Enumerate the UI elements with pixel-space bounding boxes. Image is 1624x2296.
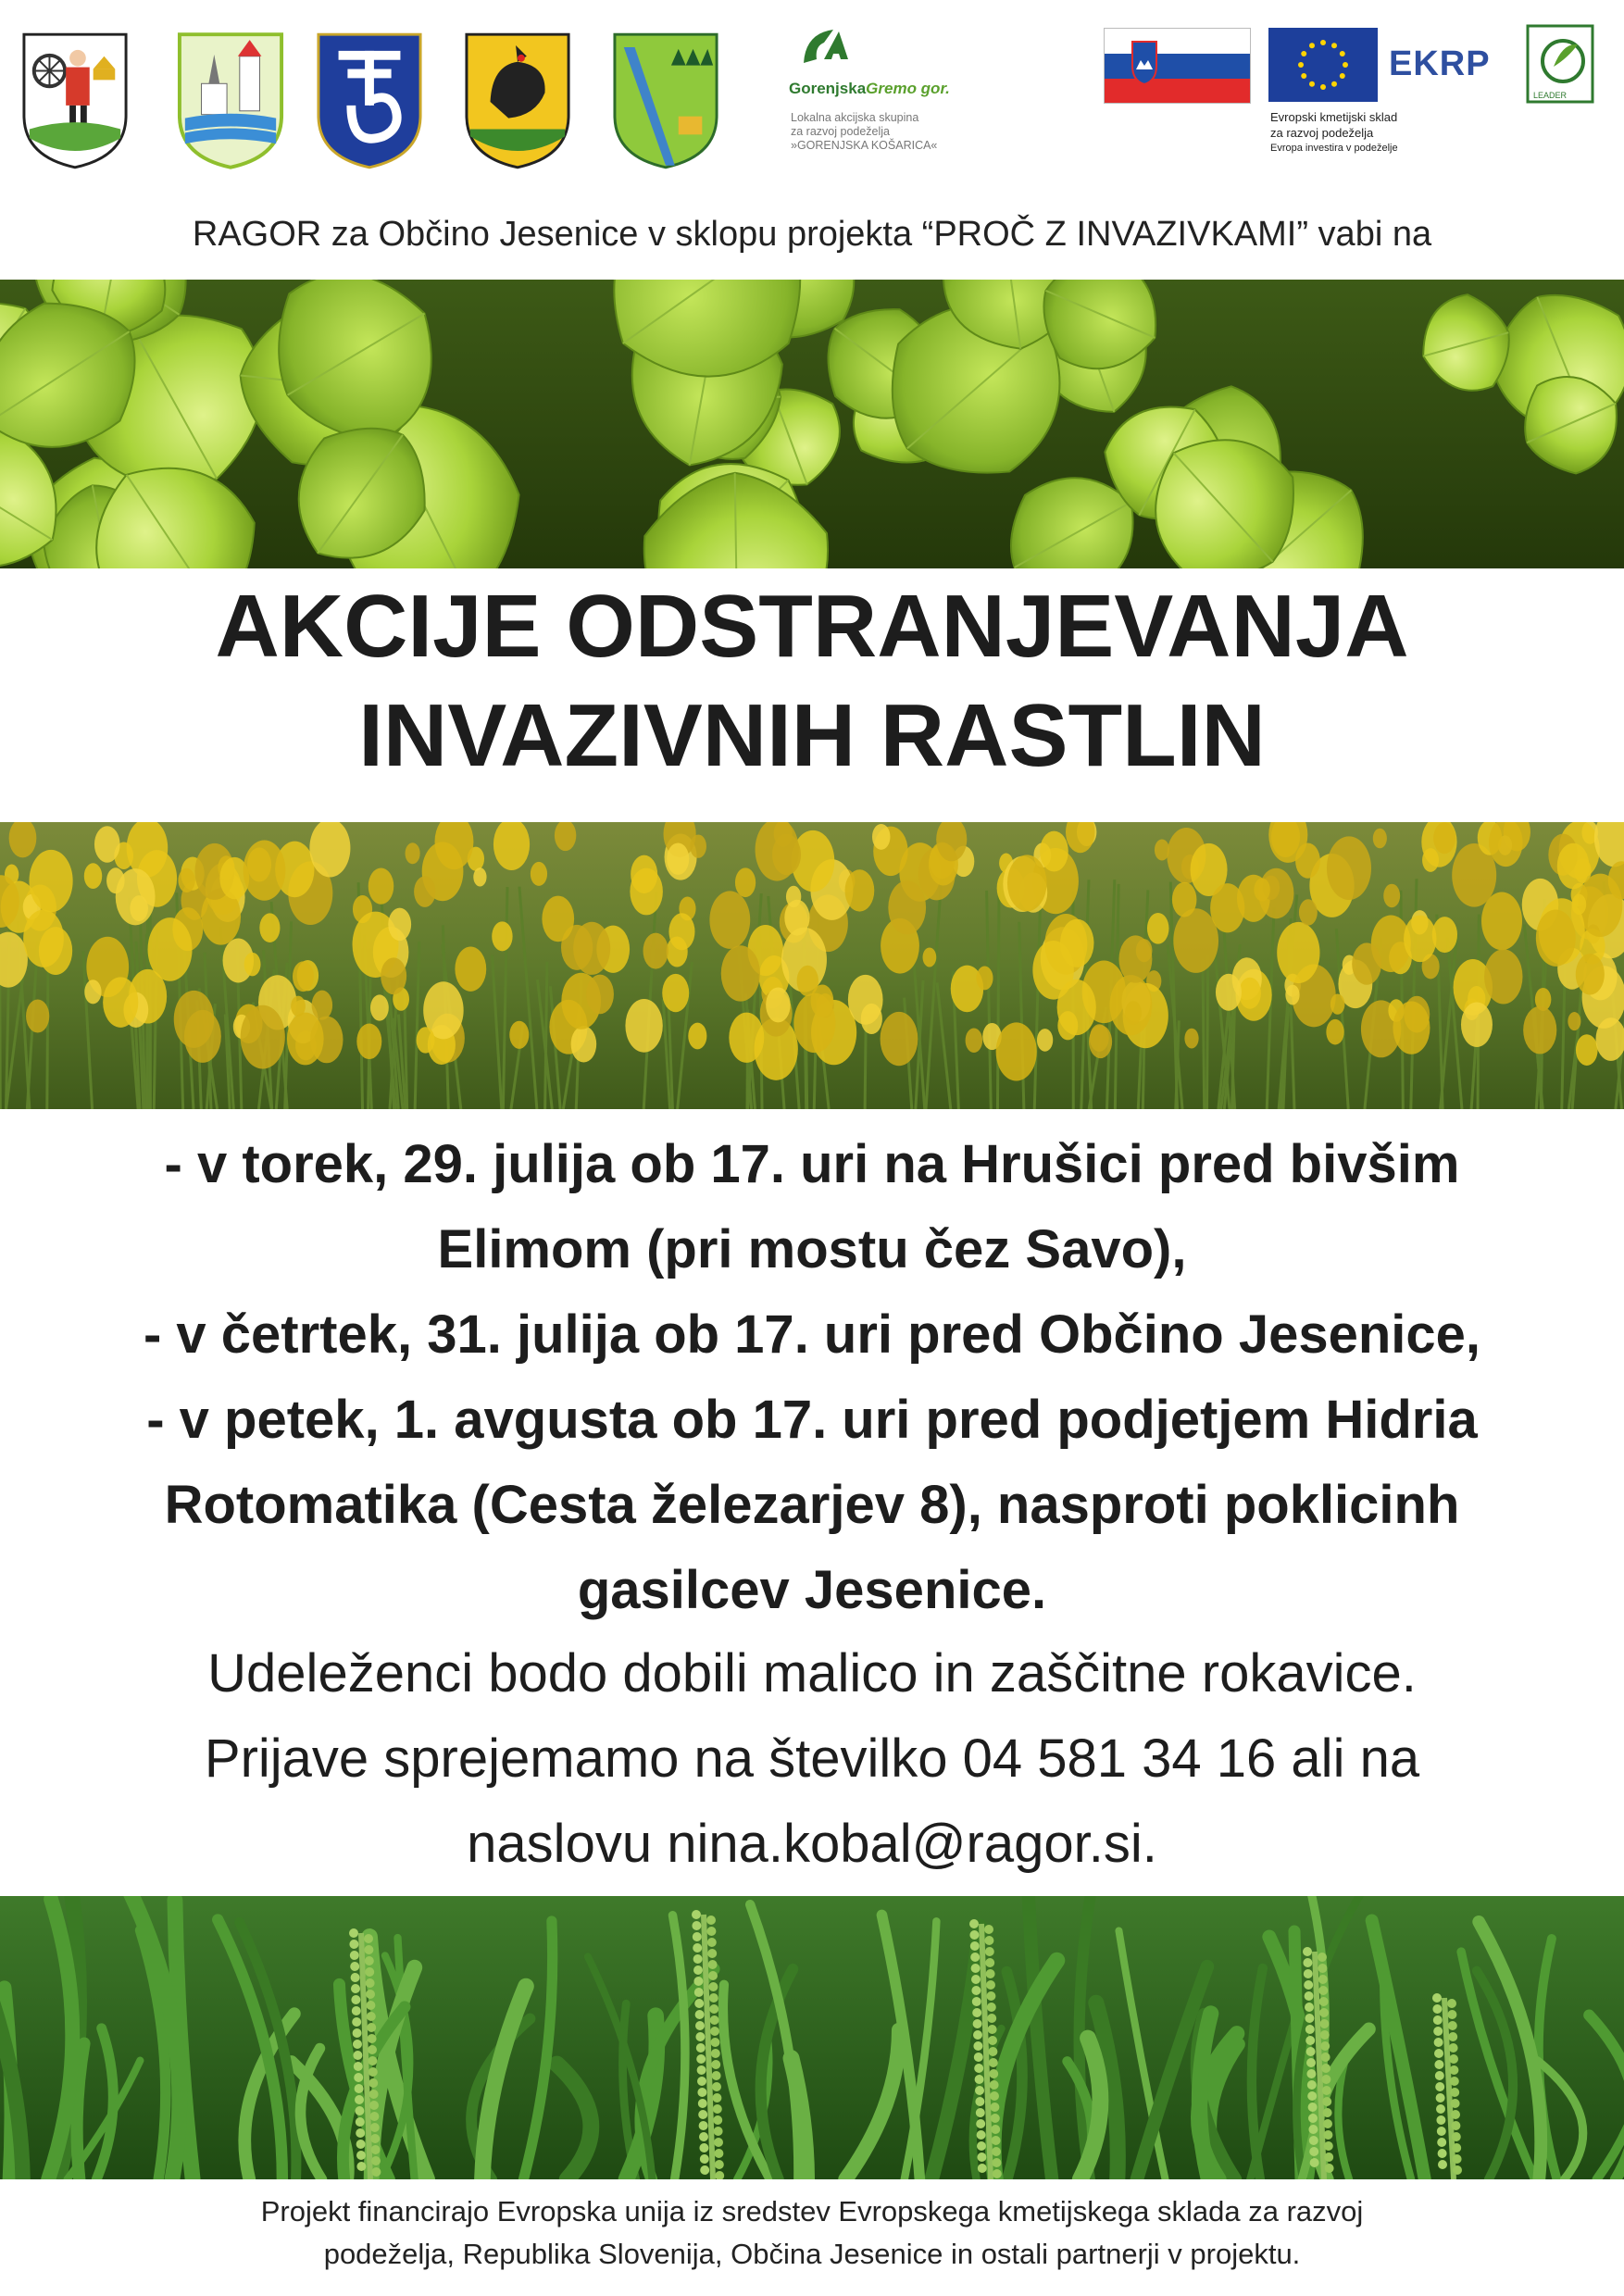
info-line: Udeleženci bodo dobili malico in zaščitne rokavice. [207,1643,1417,1703]
footer-line: podeželja, Republika Slovenija, Občina Jesenice in ostali partnerji v projektu. [323,2238,1301,2270]
ga-mark-icon [796,22,852,78]
municipal-crest-3-logo [315,28,424,171]
goldenrod-field-photo [0,822,1624,1109]
municipal-crest-2-logo [176,28,285,171]
gorenjska-lag-logo [787,22,972,180]
event-line: Elimom (pri mostu čez Savo), [437,1219,1187,1279]
event-line: - v četrtek, 31. julija ob 17. uri pred Občino Jesenice, [143,1304,1481,1365]
event-line: - v torek, 29. julija ob 17. uri na Hrušici pred bivšim [164,1134,1460,1194]
ga-subtitle: Lokalna akcijska skupina za razvoj podeželja »GORENJSKA KOŠARICA« [791,111,938,152]
title-line-1: AKCIJE ODSTRANJEVANJA [215,577,1409,676]
participation-info [0,1631,1624,1887]
poster-title [0,572,1624,791]
event-line: gasilcev Jesenice. [577,1560,1047,1620]
eu-fund-caption: Evropski kmetijski sklad za razvoj podeželja Evropa investira v podeželje [1270,110,1398,154]
event-line: Rotomatika (Cesta železarjev 8), nasproti poklicinh [164,1475,1460,1535]
info-line: Prijave sprejemamo na številko 04 581 34 16 ali na [204,1728,1420,1789]
intro-text: RAGOR za Občino Jesenice v sklopu projekta “PROČ Z INVAZIVKAMI” vabi na [192,215,1432,254]
ga-brand-text: GorenjskaGremo gor. [789,80,950,97]
title-line-2: INVAZIVNIH RASTLIN [358,686,1266,785]
municipal-crest-4-logo [463,28,572,171]
funding-footer [0,2190,1624,2276]
event-schedule [0,1122,1624,1633]
eu-flag-icon [1268,28,1378,102]
ekrp-logo: EKRP [1389,44,1491,83]
footer-line: Projekt financirajo Evropska unija iz sredstev Evropskega kmetijskega sklada za razvoj [260,2195,1364,2227]
leader-label: LEADER [1533,91,1568,100]
municipal-crest-1-logo [20,28,130,171]
info-line: naslovu nina.kobal@ragor.si. [467,1814,1157,1874]
knotweed-leaves-photo [0,280,1624,568]
ragweed-plants-photo [0,1896,1624,2179]
event-line: - v petek, 1. avgusta ob 17. uri pred podjetjem Hidria [146,1390,1478,1450]
slovenia-flag-icon [1104,28,1251,104]
municipal-crest-5-logo [611,28,720,171]
leader-logo [1526,24,1594,104]
